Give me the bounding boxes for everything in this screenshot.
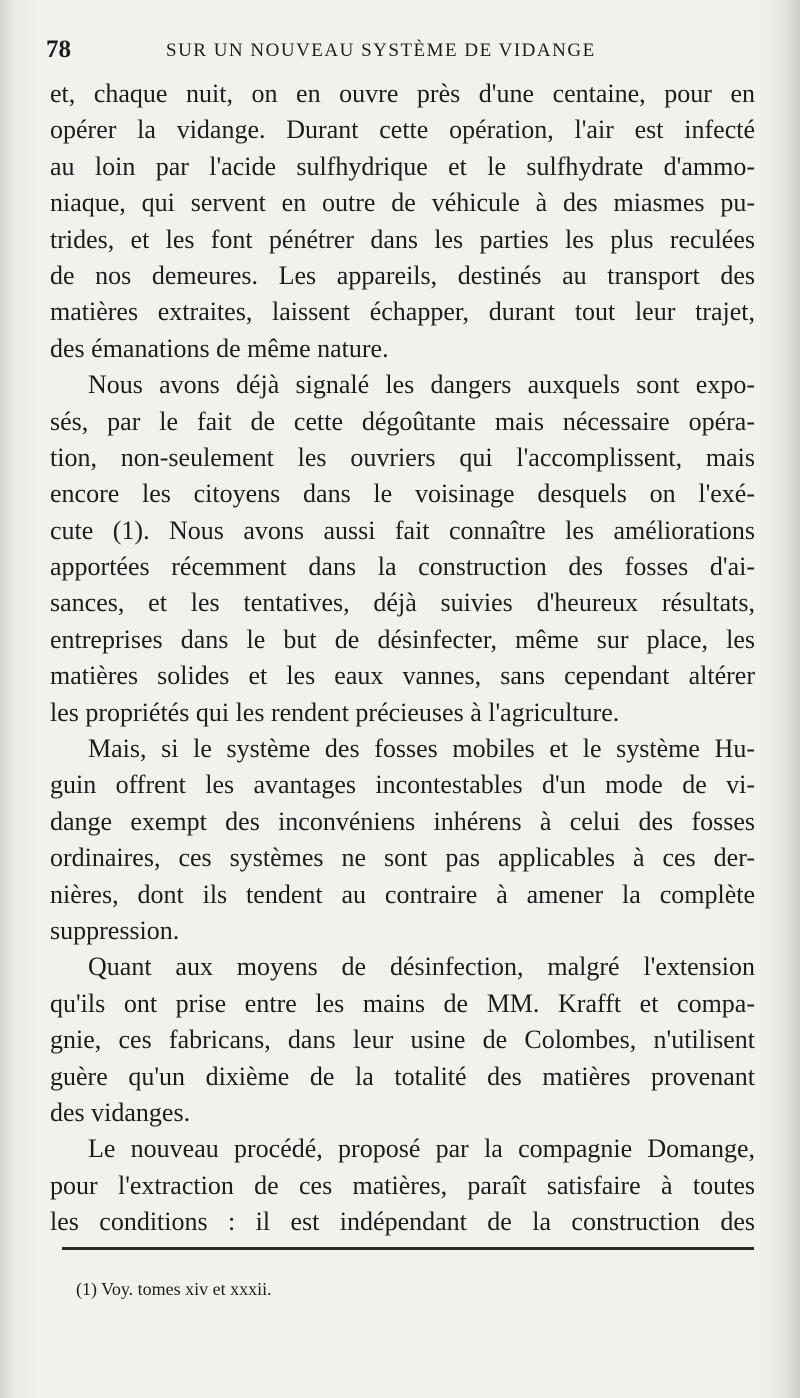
text-line: dange exempt des inconvéniens inhérens à celui des fosses [50,806,755,836]
text-line: tion, non-seulement les ouvriers qui l'accomplissent, mais [50,442,755,472]
text-line: nières, dont ils tendent au contraire à amener la complète [50,879,755,909]
text-line: Nous avons déjà signalé les dangers auxquels sont expo- [88,370,755,400]
text-line: apportées récemment dans la construction des fosses d'ai- [50,552,755,582]
text-line: matières extraites, laissent échapper, durant tout leur trajet, [50,297,755,327]
text-line: les conditions : il est indépendant de la construction des [50,1207,755,1237]
text-line: gnie, ces fabricans, dans leur usine de Colombes, n'utilisent [50,1025,755,1055]
text-line: les propriétés qui les rendent précieuses à l'agriculture. [50,697,620,727]
text-line: cute (1). Nous avons aussi fait connaître les améliorations [50,515,755,545]
text-line: sés, par le fait de cette dégoûtante mais nécessaire opéra- [50,406,755,436]
text-line: des vidanges. [50,1097,191,1127]
text-line: niaque, qui servent en outre de véhicule à des miasmes pu- [50,188,755,218]
text-line: Le nouveau procédé, proposé par la compagnie Domange, [88,1134,755,1164]
body-text [50,76,755,1241]
text-line: et, chaque nuit, on en ouvre près d'une centaine, pour en [50,79,755,108]
text-line: encore les citoyens dans le voisinage desquels on l'exé- [50,479,755,509]
text-line: des émanations de même nature. [50,333,389,363]
running-title: SUR UN NOUVEAU SYSTÈME DE VIDANGE [166,40,596,61]
text-line: Mais, si le système des fosses mobiles et le système Hu- [88,734,755,764]
text-line: trides, et les font pénétrer dans les parties les plus reculées [50,224,755,254]
text-line: guère qu'un dixième de la totalité des matières provenant [50,1061,755,1091]
text-line: sances, et les tentatives, déjà suivies d'heureux résultats, [50,588,755,618]
text-line: qu'ils ont prise entre les mains de MM. Krafft et compa- [50,988,755,1018]
text-line: de nos demeures. Les appareils, destinés au transport des [50,260,755,290]
footnote-divider [62,1247,754,1250]
footnote: (1) Voy. tomes xiv et xxxii. [76,1279,272,1299]
text-line: guin offrent les avantages incontestables d'un mode de vi- [50,770,755,800]
text-line: matières solides et les eaux vannes, sans cependant altérer [50,661,755,691]
text-line: au loin par l'acide sulfhydrique et le sulfhydrate d'ammo- [50,151,755,181]
page-header [46,36,756,66]
text-line: pour l'extraction de ces matières, paraît satisfaire à toutes [50,1170,755,1200]
text-line: ordinaires, ces systèmes ne sont pas applicables à ces der- [50,843,755,873]
text-line: Quant aux moyens de désinfection, malgré l'extension [88,952,755,982]
text-line: opérer la vidange. Durant cette opération, l'air est infecté [50,115,755,145]
text-line: entreprises dans le but de désinfecter, même sur place, les [50,624,755,654]
page-number: 78 [46,36,71,63]
text-line: suppression. [50,915,180,945]
